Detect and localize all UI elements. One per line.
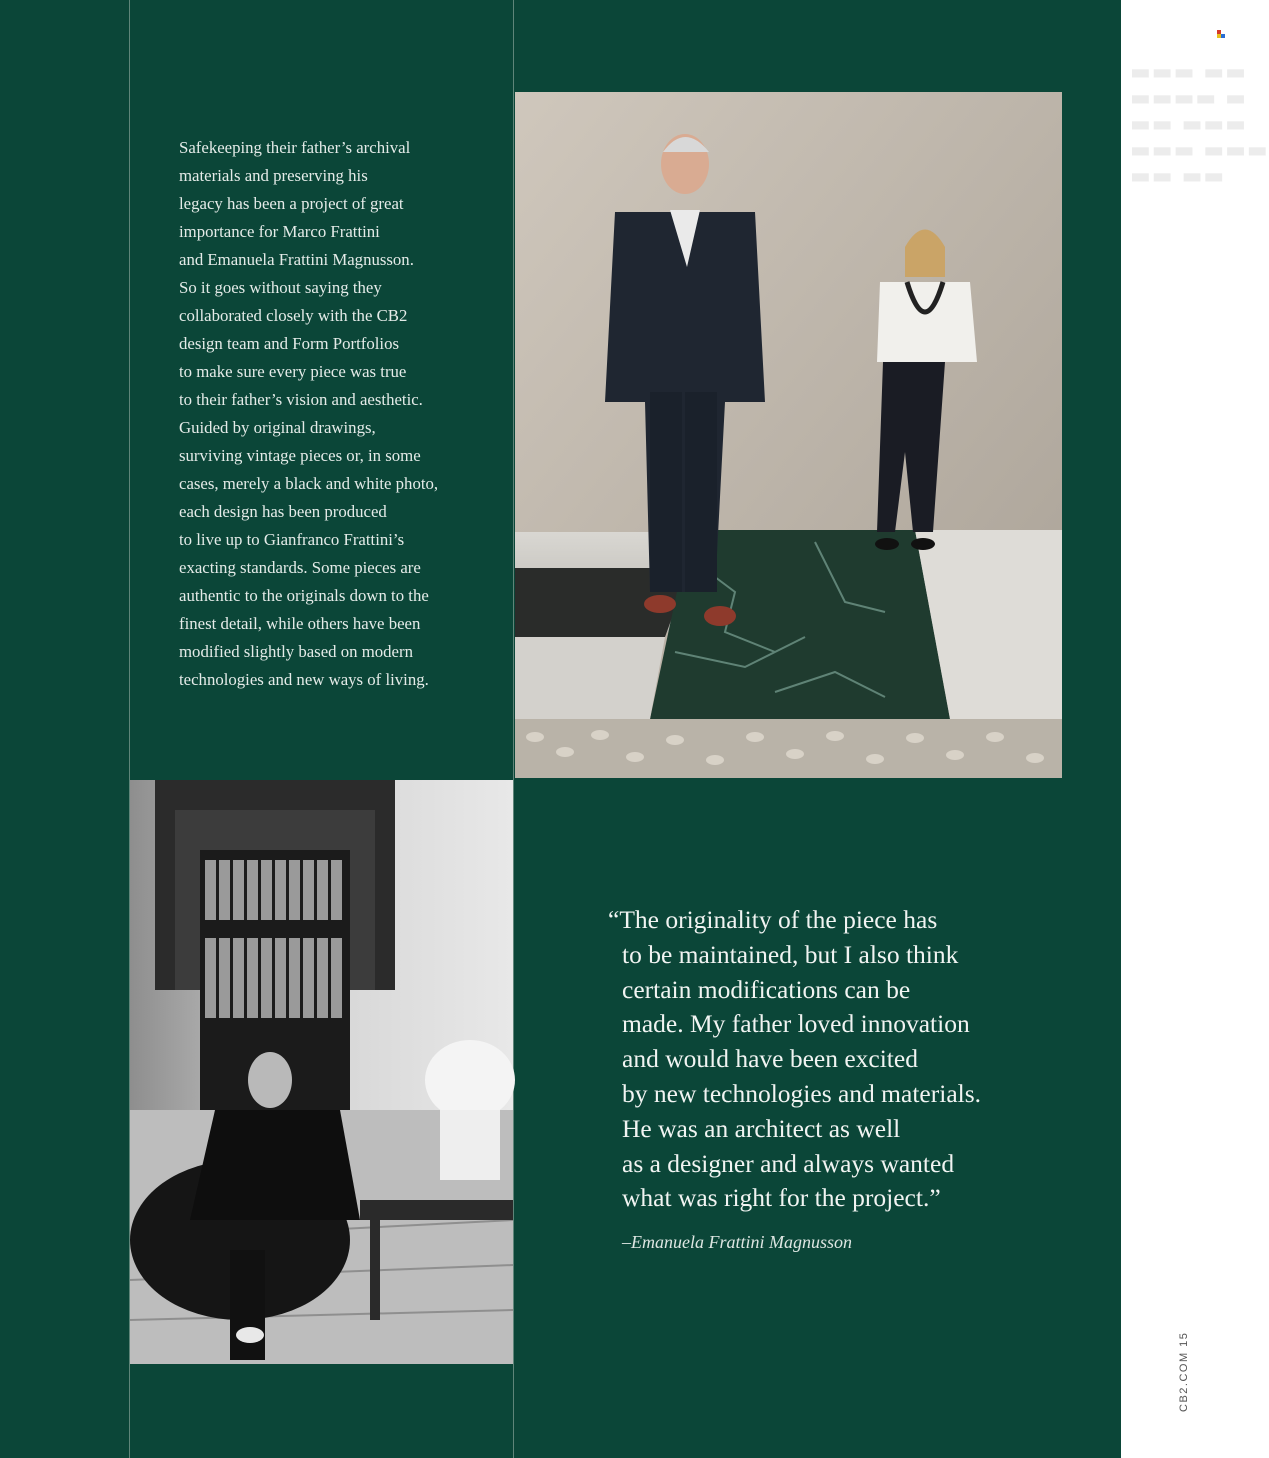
body-paragraph: Safekeeping their father’s archival materials and preserving his legacy has been a project of great importance for Marco Frattini and Emanuela Frattini Magnusson. So it goes without saying they collaborated closely with the CB2 design team and Form Portfolios to make sure every piece was true to their father’s vision and aesthetic. Guided by original drawings, surviving vintage pieces or, in some cases, merely a black and white photo, each design has been produced to live up to Gianfranco Frattini’s exacting standards. Some pieces are authentic to the originals down to the finest detail, while others have been modified slightly based on modern technologies and new ways of living. [179,138,439,689]
bleed-through-text: ▬▬▬ ▬▬ ▬▬▬▬ ▬ ▬▬ ▬▬▬ ▬▬▬ ▬▬▬ ▬▬ ▬▬ [1130,60,1269,189]
print-color-mark [1221,34,1225,38]
left-green-strip [0,0,129,1458]
page-folio: CB2.COM 15 [1178,1331,1190,1412]
page-margin [1121,0,1269,1458]
pull-quote: “The originality of the piece has to be maintained, but I also think certain modifications can be made. My father loved innovation and would have been excited by new technologies and materials. He was an architect as well as a designer and always wanted what was right for the project.” [608,905,982,1213]
photo-siblings [515,92,1062,778]
column-rule-center [513,0,514,1458]
photo-gianfranco-frattini [130,780,513,1364]
quote-attribution: –Emanuela Frattini Magnusson [622,1232,852,1252]
print-color-mark [1217,34,1221,38]
